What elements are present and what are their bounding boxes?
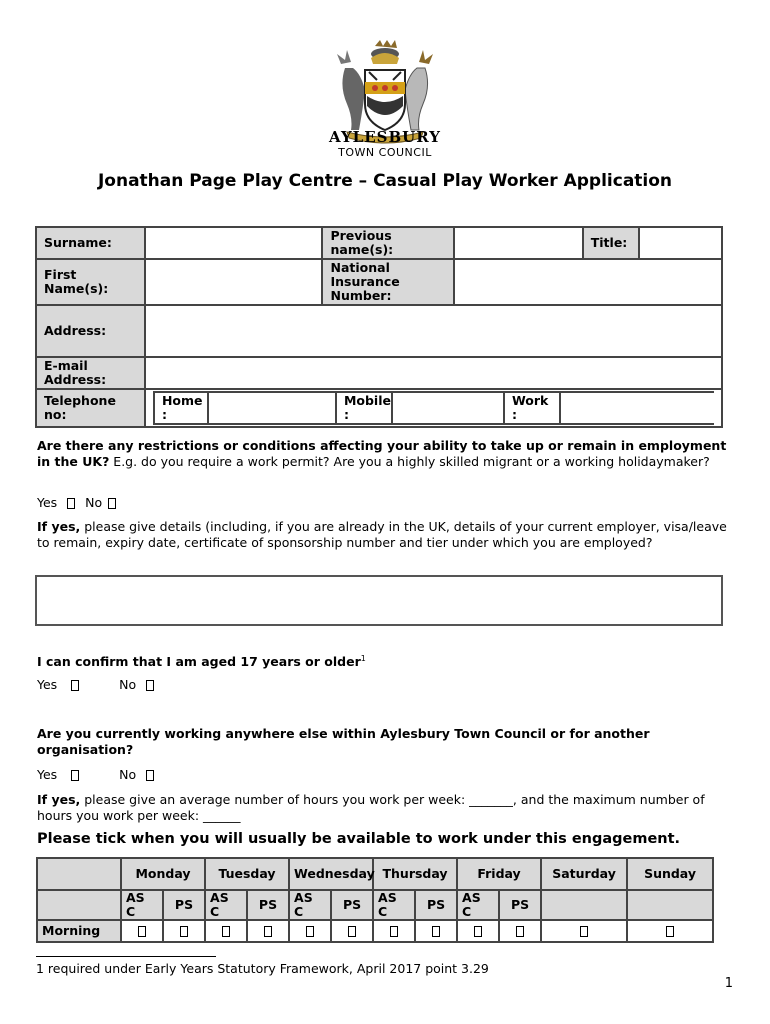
first-names-field[interactable] bbox=[145, 259, 323, 305]
address-field[interactable] bbox=[145, 305, 722, 357]
checkbox-icon bbox=[348, 926, 356, 937]
email-field[interactable] bbox=[145, 357, 722, 389]
restrictions-ifyes-rest: please give details (including, if you are already in the UK, details of your current employer, visa/leave to remain, expiry date, certificate of sponsorship number and tier under which you are employed? bbox=[37, 519, 727, 550]
monday-ps-morning-cell[interactable] bbox=[163, 920, 205, 942]
thursday-asc-morning-cell[interactable] bbox=[373, 920, 415, 942]
restrictions-ifyes-bold: If yes, bbox=[37, 519, 81, 534]
day-header-monday: Monday bbox=[121, 858, 205, 890]
home-phone-field[interactable] bbox=[208, 392, 336, 424]
day-header-friday: Friday bbox=[457, 858, 541, 890]
surname-label: Surname: bbox=[36, 227, 145, 259]
home-phone-label: Home : bbox=[154, 392, 208, 424]
thursday-ps-header: PS bbox=[415, 890, 457, 920]
other-work-yes-no bbox=[37, 767, 154, 783]
age-footnote-ref: 1 bbox=[360, 654, 366, 663]
hours-prompt bbox=[37, 792, 737, 824]
other-work-yes-checkbox[interactable] bbox=[71, 770, 79, 781]
first-names-label: First Name(s): bbox=[36, 259, 145, 305]
restrictions-no-label: No bbox=[85, 495, 103, 510]
thursday-asc-header: AS C bbox=[373, 890, 415, 920]
work-phone-field[interactable] bbox=[560, 392, 714, 424]
ni-number-label: National Insurance Number: bbox=[322, 259, 453, 305]
restrictions-no-checkbox[interactable] bbox=[108, 498, 116, 509]
friday-ps-header: PS bbox=[499, 890, 541, 920]
day-header-sunday: Sunday bbox=[627, 858, 713, 890]
mobile-phone-label: Mobile : bbox=[336, 392, 392, 424]
availability-heading: Please tick when you will usually be available to work under this engagement. bbox=[37, 831, 681, 847]
restrictions-question-bold: Are there any restrictions or conditions affecting your ability to take up or remain in employment in the UK? bbox=[37, 438, 727, 469]
saturday-subheader bbox=[541, 890, 627, 920]
telephone-label: Telephone no: bbox=[36, 389, 145, 427]
checkbox-icon bbox=[474, 926, 482, 937]
availability-corner bbox=[37, 858, 121, 890]
checkbox-icon bbox=[222, 926, 230, 937]
mobile-phone-field[interactable] bbox=[392, 392, 504, 424]
monday-asc-morning-cell[interactable] bbox=[121, 920, 163, 942]
other-work-yes-label: Yes bbox=[37, 767, 58, 782]
restrictions-yes-no bbox=[37, 495, 116, 511]
age-confirmation-text: I can confirm that I am aged 17 years or older bbox=[37, 654, 361, 670]
restrictions-details-field[interactable] bbox=[35, 575, 723, 626]
other-work-question: Are you currently working anywhere else within Aylesbury Town Council or for another organisation? bbox=[37, 726, 650, 757]
title-label: Title: bbox=[583, 227, 639, 259]
sunday-morning-cell[interactable] bbox=[627, 920, 713, 942]
checkbox-icon bbox=[432, 926, 440, 937]
other-work-no-label: No bbox=[119, 767, 137, 782]
checkbox-icon bbox=[516, 926, 524, 937]
saturday-morning-cell[interactable] bbox=[541, 920, 627, 942]
age-no-label: No bbox=[119, 677, 137, 692]
restrictions-question-rest: E.g. do you require a work permit? Are you a highly skilled migrant or a working holidaymaker? bbox=[109, 454, 710, 469]
restrictions-yes-checkbox[interactable] bbox=[67, 498, 75, 509]
page-title: Jonathan Page Play Centre – Casual Play Worker Application bbox=[97, 171, 673, 191]
monday-ps-header: PS bbox=[163, 890, 205, 920]
thursday-ps-morning-cell[interactable] bbox=[415, 920, 457, 942]
monday-asc-header: AS C bbox=[121, 890, 163, 920]
tuesday-ps-header: PS bbox=[247, 890, 289, 920]
work-phone-label: Work : bbox=[504, 392, 560, 424]
friday-ps-morning-cell[interactable] bbox=[499, 920, 541, 942]
checkbox-icon bbox=[180, 926, 188, 937]
tuesday-asc-header: AS C bbox=[205, 890, 247, 920]
wednesday-ps-header: PS bbox=[331, 890, 373, 920]
previous-names-field[interactable] bbox=[454, 227, 583, 259]
address-label: Address: bbox=[36, 305, 145, 357]
restrictions-details-prompt bbox=[37, 519, 737, 551]
surname-field[interactable] bbox=[145, 227, 323, 259]
email-label: E-mail Address: bbox=[36, 357, 145, 389]
title-field[interactable] bbox=[639, 227, 722, 259]
availability-table bbox=[36, 857, 714, 943]
personal-details-table bbox=[35, 226, 723, 428]
friday-asc-morning-cell[interactable] bbox=[457, 920, 499, 942]
wednesday-asc-morning-cell[interactable] bbox=[289, 920, 331, 942]
tuesday-ps-morning-cell[interactable] bbox=[247, 920, 289, 942]
morning-row-label: Morning bbox=[37, 920, 121, 942]
wednesday-asc-header: AS C bbox=[289, 890, 331, 920]
age-yes-checkbox[interactable] bbox=[71, 680, 79, 691]
restrictions-yes-label: Yes bbox=[37, 495, 58, 510]
previous-names-label: Previous name(s): bbox=[322, 227, 453, 259]
subheader-corner bbox=[37, 890, 121, 920]
day-header-thursday: Thursday bbox=[373, 858, 457, 890]
age-confirmation bbox=[37, 651, 366, 670]
hours-ifyes-rest: please give an average number of hours you work per week: _______, and the maximum number of hours you work per week: ______ bbox=[37, 792, 705, 823]
day-header-tuesday: Tuesday bbox=[205, 858, 289, 890]
age-yes-label: Yes bbox=[37, 677, 58, 692]
day-header-wednesday: Wednesday bbox=[289, 858, 373, 890]
tuesday-asc-morning-cell[interactable] bbox=[205, 920, 247, 942]
wednesday-ps-morning-cell[interactable] bbox=[331, 920, 373, 942]
checkbox-icon bbox=[580, 926, 588, 937]
checkbox-icon bbox=[666, 926, 674, 937]
council-name: AYLESBURY bbox=[329, 128, 441, 146]
other-work-no-checkbox[interactable] bbox=[146, 770, 154, 781]
hours-ifyes-bold: If yes, bbox=[37, 792, 81, 807]
council-subtitle: TOWN COUNCIL bbox=[338, 146, 432, 159]
age-yes-no bbox=[37, 677, 154, 693]
checkbox-icon bbox=[264, 926, 272, 937]
ni-number-field[interactable] bbox=[454, 259, 722, 305]
page-number: 1 bbox=[724, 976, 733, 991]
day-header-saturday: Saturday bbox=[541, 858, 627, 890]
restrictions-question bbox=[37, 438, 737, 470]
footnote-separator bbox=[36, 956, 216, 957]
checkbox-icon bbox=[306, 926, 314, 937]
checkbox-icon bbox=[390, 926, 398, 937]
friday-asc-header: AS C bbox=[457, 890, 499, 920]
telephone-row bbox=[145, 389, 722, 427]
checkbox-icon bbox=[138, 926, 146, 937]
age-no-checkbox[interactable] bbox=[146, 680, 154, 691]
sunday-subheader bbox=[627, 890, 713, 920]
footnote: 1 required under Early Years Statutory Framework, April 2017 point 3.29 bbox=[36, 961, 489, 976]
